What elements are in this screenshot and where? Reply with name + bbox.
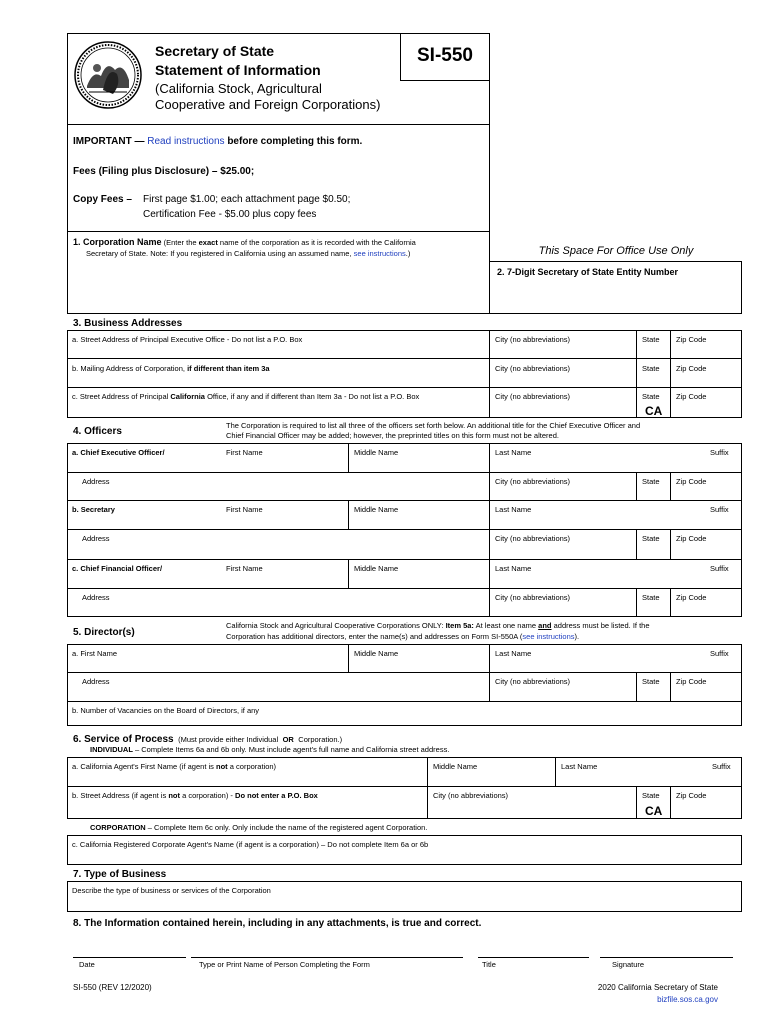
name-line[interactable] xyxy=(191,957,463,958)
item3b-zip[interactable]: Zip Code xyxy=(676,364,707,373)
item5-see-instructions-link[interactable]: see instructions xyxy=(522,632,575,641)
important-line xyxy=(73,136,362,147)
name-label: Type or Print Name of Person Completing the Form xyxy=(199,960,370,969)
item3a-zip[interactable]: Zip Code xyxy=(676,335,707,344)
item3b-mailing[interactable]: b. Mailing Address of Corporation, if different than item 3a xyxy=(72,364,270,373)
copy-fees-label: Copy Fees – xyxy=(73,194,132,205)
item1-see-instructions-link[interactable]: see instructions xyxy=(353,249,406,258)
cfo-suffix[interactable]: Suffix xyxy=(710,564,729,573)
director-city[interactable]: City (no abbreviations) xyxy=(495,677,571,686)
item3a-state[interactable]: State xyxy=(642,335,660,344)
secretary-address[interactable]: Address xyxy=(82,534,110,543)
director-suffix[interactable]: Suffix xyxy=(710,649,729,658)
item1-desc-line2: Secretary of State. Note: If you registered in California using an assumed name, xyxy=(86,249,352,258)
subtitle-line1: (California Stock, Agricultural xyxy=(155,81,322,96)
title-label: Title xyxy=(482,960,496,969)
item1-exact: exact xyxy=(198,238,218,247)
item1-desc-a: (Enter the xyxy=(163,238,197,247)
cfo-city[interactable]: City (no abbreviations) xyxy=(495,593,571,602)
secretary-middle-name[interactable]: Middle Name xyxy=(354,505,399,514)
important-label: IMPORTANT — xyxy=(73,136,145,147)
california-seal-icon xyxy=(73,40,143,110)
agent-city[interactable]: City (no abbreviations) xyxy=(433,791,509,800)
item7-title: 7. Type of Business xyxy=(73,869,167,880)
agent-last-name[interactable]: Last Name xyxy=(561,762,598,771)
item8-title: 8. The Information contained herein, including in any attachments, is true and correct. xyxy=(73,918,482,929)
item3c-zip[interactable]: Zip Code xyxy=(676,392,707,401)
form-revision: SI-550 (REV 12/2020) xyxy=(73,983,152,992)
title-line1: Secretary of State xyxy=(155,43,275,59)
secretary-first-name[interactable]: First Name xyxy=(226,505,263,514)
read-instructions-link[interactable]: Read instructions xyxy=(147,136,225,147)
cfo-middle-name[interactable]: Middle Name xyxy=(354,564,399,573)
cfo-address[interactable]: Address xyxy=(82,593,110,602)
vacancies-field[interactable]: b. Number of Vacancies on the Board of Directors, if any xyxy=(72,706,260,715)
item5-note-line1: California Stock and Agricultural Cooperative Corporations ONLY: Item 5a: At least one name and address must be listed. If the xyxy=(226,621,650,630)
item3c-city[interactable]: City (no abbreviations) xyxy=(495,392,571,401)
fees-line: Fees (Filing plus Disclosure) – $25.00; xyxy=(73,166,255,177)
date-label: Date xyxy=(79,960,95,969)
secretary-suffix[interactable]: Suffix xyxy=(710,505,729,514)
copy-fees-line1: First page $1.00; each attachment page $0.50; xyxy=(143,194,351,205)
item3b-state[interactable]: State xyxy=(642,364,660,373)
item6-title: 6. Service of Process xyxy=(73,734,174,745)
officers-table xyxy=(67,443,742,617)
secretary-state[interactable]: State xyxy=(642,534,660,543)
item4-note-line2: Chief Financial Officer may be added; however, the preprinted titles on this form must not be altered. xyxy=(226,431,559,440)
item3a-city[interactable]: City (no abbreviations) xyxy=(495,335,571,344)
item3c-state-value: CA xyxy=(645,404,663,418)
ceo-suffix[interactable]: Suffix xyxy=(710,448,729,457)
business-type-label: Describe the type of business or services of the Corporation xyxy=(72,886,271,895)
form-number: SI-550 xyxy=(417,45,473,66)
item1-title: 1. Corporation Name xyxy=(73,237,162,247)
ceo-zip[interactable]: Zip Code xyxy=(676,477,707,486)
date-line[interactable] xyxy=(73,957,186,958)
item5-title: 5. Director(s) xyxy=(73,627,135,638)
agent-street-address[interactable]: b. Street Address (if agent is not a corporation) - Do not enter a P.O. Box xyxy=(72,791,318,800)
item3a-street[interactable]: a. Street Address of Principal Executive Office - Do not list a P.O. Box xyxy=(72,335,303,344)
individual-line: INDIVIDUAL – Complete Items 6a and 6b only. Must include agent's full name and California street address. xyxy=(90,745,450,754)
item4-note-line1: The Corporation is required to list all three of the officers set forth below. An additional title for the Chief Executive Officer and xyxy=(226,421,641,430)
director-middle-name[interactable]: Middle Name xyxy=(354,649,399,658)
director-address[interactable]: Address xyxy=(82,677,110,686)
ceo-first-name[interactable]: First Name xyxy=(226,448,263,457)
director-state[interactable]: State xyxy=(642,677,660,686)
director-last-name[interactable]: Last Name xyxy=(495,649,532,658)
office-use-label: This Space For Office Use Only xyxy=(538,245,694,257)
agent-state-value: CA xyxy=(645,804,663,818)
item2-title: 2. 7-Digit Secretary of State Entity Number xyxy=(497,267,679,277)
agent-first-name[interactable]: a. California Agent's First Name (if agent is not a corporation) xyxy=(72,762,277,771)
secretary-city[interactable]: City (no abbreviations) xyxy=(495,534,571,543)
item4-title: 4. Officers xyxy=(73,426,122,437)
ceo-city[interactable]: City (no abbreviations) xyxy=(495,477,571,486)
secretary-label: b. Secretary xyxy=(72,505,115,514)
copy-fees-line2: Certification Fee - $5.00 plus copy fees xyxy=(143,209,317,220)
ceo-state[interactable]: State xyxy=(642,477,660,486)
item6-title-line: 6. Service of Process (Must provide either Individual OR Corporation.) xyxy=(73,734,343,745)
item5-note-line2: Corporation has additional directors, enter the name(s) and addresses on Form SI-550A (see instructions). xyxy=(226,632,580,641)
item1-line1 xyxy=(73,237,416,248)
signature-line[interactable] xyxy=(600,957,733,958)
ceo-last-name[interactable]: Last Name xyxy=(495,448,532,457)
item3b-city[interactable]: City (no abbreviations) xyxy=(495,364,571,373)
agent-zip[interactable]: Zip Code xyxy=(676,791,707,800)
title-line[interactable] xyxy=(478,957,589,958)
secretary-zip[interactable]: Zip Code xyxy=(676,534,707,543)
director-first-name[interactable]: a. First Name xyxy=(72,649,118,658)
corporation-line: CORPORATION – Complete Item 6c only. Only include the name of the registered agent Corporation. xyxy=(90,823,428,832)
copyright: 2020 California Secretary of State xyxy=(597,983,718,992)
agent-suffix[interactable]: Suffix xyxy=(712,762,731,771)
cfo-label: c. Chief Financial Officer/ xyxy=(72,564,163,573)
cfo-zip[interactable]: Zip Code xyxy=(676,593,707,602)
important-rest: before completing this form. xyxy=(227,136,363,147)
title-line2: Statement of Information xyxy=(155,62,321,78)
item3c-principal[interactable]: c. Street Address of Principal California Office, if any and if different than Item 3a - Do not list a P.O. Box xyxy=(72,392,420,401)
item3-title: 3. Business Addresses xyxy=(73,318,183,329)
item1-desc-b: name of the corporation as it is recorded with the California xyxy=(219,238,416,247)
cfo-last-name[interactable]: Last Name xyxy=(495,564,532,573)
ceo-label: a. Chief Executive Officer/ xyxy=(72,448,165,457)
corp-agent-label: c. California Registered Corporate Agent's Name (if agent is a corporation) – Do not complete Item 6a or 6b xyxy=(72,840,429,849)
ceo-address[interactable]: Address xyxy=(82,477,110,486)
item1-line2 xyxy=(86,249,410,259)
ceo-middle-name[interactable]: Middle Name xyxy=(354,448,399,457)
subtitle-line2: Cooperative and Foreign Corporations) xyxy=(155,97,381,112)
director-zip[interactable]: Zip Code xyxy=(676,677,707,686)
item1-desc-end: .) xyxy=(405,249,411,258)
item3c-state[interactable]: State xyxy=(642,392,660,401)
agent-state[interactable]: State xyxy=(642,791,660,800)
website-link[interactable]: bizfile.sos.ca.gov xyxy=(657,995,718,1004)
agent-middle-name[interactable]: Middle Name xyxy=(433,762,478,771)
secretary-last-name[interactable]: Last Name xyxy=(495,505,532,514)
cfo-first-name[interactable]: First Name xyxy=(226,564,263,573)
signature-label: Signature xyxy=(612,960,645,969)
cfo-state[interactable]: State xyxy=(642,593,660,602)
